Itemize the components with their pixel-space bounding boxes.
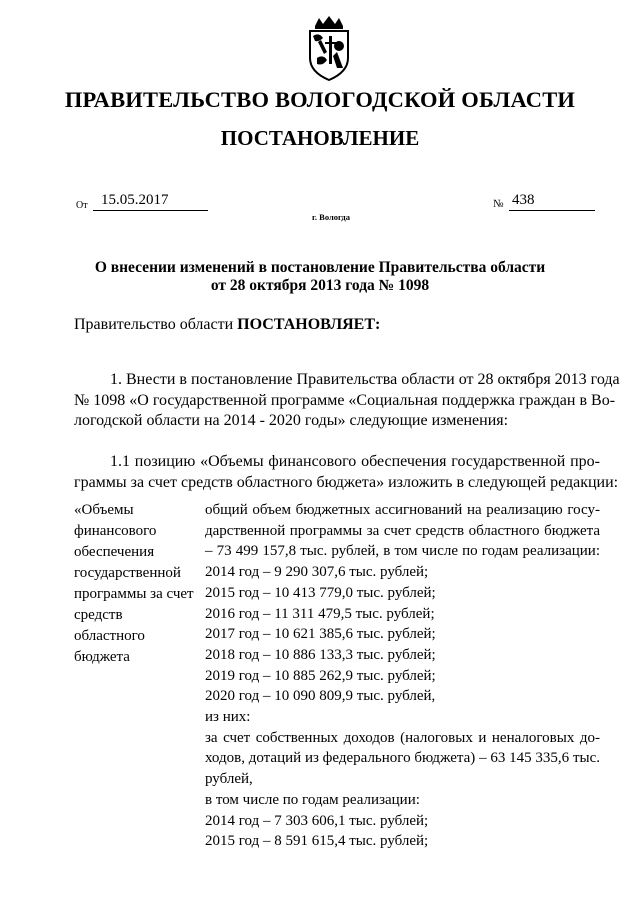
paragraph-1-line: 1. Внести в постановление Правительства области от 28 октября 2013 года: [110, 371, 620, 388]
document-date: 15.05.2017: [93, 193, 208, 211]
paragraph-1-line: № 1098 «О государственной программе «Социальная поддержка граждан в Во-: [74, 391, 616, 409]
table-right-line: 2019 год – 10 885 262,9 тыс. рублей;: [205, 667, 436, 684]
resolves-line: [74, 316, 380, 334]
table-right-line: 2017 год – 10 621 385,6 тыс. рублей;: [205, 626, 436, 643]
document-type-title: ПОСТАНОВЛЕНИЕ: [220, 126, 420, 150]
table-left-line: обеспечения: [74, 544, 155, 560]
table-right-line: 2015 год – 10 413 779,0 тыс. рублей;: [205, 584, 436, 601]
number-prefix: №: [493, 198, 504, 210]
paragraph-1-line: логодской области на 2014 - 2020 годы» следующие изменения:: [74, 412, 509, 430]
table-right-line: 2016 год – 11 311 479,5 тыс. рублей;: [205, 605, 435, 622]
table-right-line: в том числе по годам реализации:: [205, 791, 420, 808]
table-right-line: общий объем бюджетных ассигнований на реализацию госу-: [205, 502, 600, 518]
table-right-line: 2015 год – 8 591 615,4 тыс. рублей;: [205, 833, 429, 850]
table-left-line: «Объемы: [74, 502, 134, 518]
table-left-line: бюджета: [74, 649, 130, 665]
table-right-line: 2018 год – 10 886 133,3 тыс. рублей;: [205, 646, 436, 663]
resolves-prefix: Правительство области: [74, 316, 234, 333]
government-title: ПРАВИТЕЛЬСТВО ВОЛОГОДСКОЙ ОБЛАСТИ: [64, 87, 576, 112]
table-right-line: дарственной программы за счет средств областного бюджета: [205, 522, 600, 539]
table-right-line: 2020 год – 10 090 809,9 тыс. рублей,: [205, 688, 436, 705]
date-prefix: От: [76, 200, 88, 211]
table-left-line: программы за счет: [74, 586, 194, 602]
table-right-line: за счет собственных доходов (налоговых и неналоговых до-: [205, 729, 600, 746]
table-right-line: ходов, дотаций из федерального бюджета) – 63 145 335,6 тыс.: [205, 750, 600, 767]
paragraph-2-line: граммы за счет средств областного бюджета» изложить в следующей редакции:: [74, 473, 619, 491]
document-number: 438: [509, 193, 595, 211]
table-left-line: средств: [74, 607, 123, 623]
coat-of-arms-emblem: [297, 14, 361, 84]
table-right-line: 2014 год – 7 303 606,1 тыс. рублей;: [205, 812, 429, 829]
table-left-line: областного: [74, 628, 145, 644]
city-label: г. Вологда: [312, 212, 350, 222]
table-left-line: финансового: [74, 523, 157, 539]
subject-line-1: О внесении изменений в постановление Правительства области: [94, 259, 546, 276]
document-subject: [0, 259, 640, 295]
paragraph-1: [74, 370, 620, 432]
resolves-keyword: ПОСТАНОВЛЯЕТ:: [237, 316, 381, 333]
table-right-line: – 73 499 157,8 тыс. рублей, в том числе по годам реализации:: [205, 543, 600, 560]
table-right-line: рублей,: [205, 771, 253, 788]
table-left-line: государственной: [74, 565, 181, 581]
table-left-column: [74, 500, 204, 668]
paragraph-2: [74, 452, 619, 493]
paragraph-2-line: 1.1 позицию «Объемы финансового обеспечения государственной про-: [110, 453, 600, 470]
table-right-column: [205, 500, 600, 852]
table-right-line: 2014 год – 9 290 307,6 тыс. рублей;: [205, 564, 429, 581]
table-right-line: из них:: [205, 709, 251, 726]
subject-line-2: от 28 октября 2013 года № 1098: [210, 277, 430, 294]
